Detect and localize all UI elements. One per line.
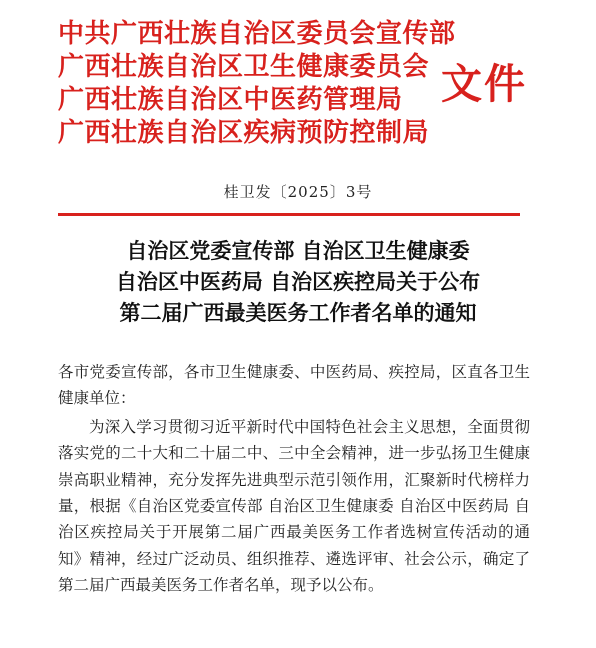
document-number: 桂卫发〔2025〕3号 bbox=[223, 183, 373, 201]
document-suffix: 文件 bbox=[441, 60, 527, 108]
title-line-2: 自治区中医药局 自治区疾控局关于公布 bbox=[115, 270, 481, 294]
body-paragraph: 为深入学习贯彻习近平新时代中国特色社会主义思想，全面贯彻落实党的二十大和二十届二中、三中全会精神，进一步弘扬卫生健康崇高职业精神，充分发挥先进典型示范引领作用，汇聚新时代榜样力量，根据《自治区党委宣传部 自治区卫生健康委 自治区中医药局 自治区疾控局关于开展第二届广西最美医务工作者选树宣传活动的通知》精神，经过广泛动员、组织推荐、遴选评审、社会公示，确定了第二届广西最美医务工作者名单，现予以公布。 bbox=[58, 417, 530, 595]
issuer-publicity-department: 中共广西壮族自治区委员会宣传部 bbox=[58, 19, 456, 49]
document-body bbox=[58, 359, 530, 599]
issuer-health-commission: 广西壮族自治区卫生健康委员会 bbox=[58, 52, 430, 82]
document-header bbox=[58, 18, 538, 158]
salutation: 各市党委宣传部，各市卫生健康委、中医药局、疾控局，区直各卫生健康单位： bbox=[58, 363, 530, 408]
issuer-tcm-administration: 广西壮族自治区中医药管理局 bbox=[58, 85, 403, 115]
issuing-authorities bbox=[58, 18, 456, 150]
issuer-disease-control-bureau: 广西壮族自治区疾病预防控制局 bbox=[58, 118, 430, 148]
document-title bbox=[0, 236, 596, 329]
red-divider-line bbox=[58, 213, 520, 216]
title-line-3: 第二届广西最美医务工作者名单的通知 bbox=[119, 301, 477, 325]
title-line-1: 自治区党委宣传部 自治区卫生健康委 bbox=[126, 239, 470, 263]
